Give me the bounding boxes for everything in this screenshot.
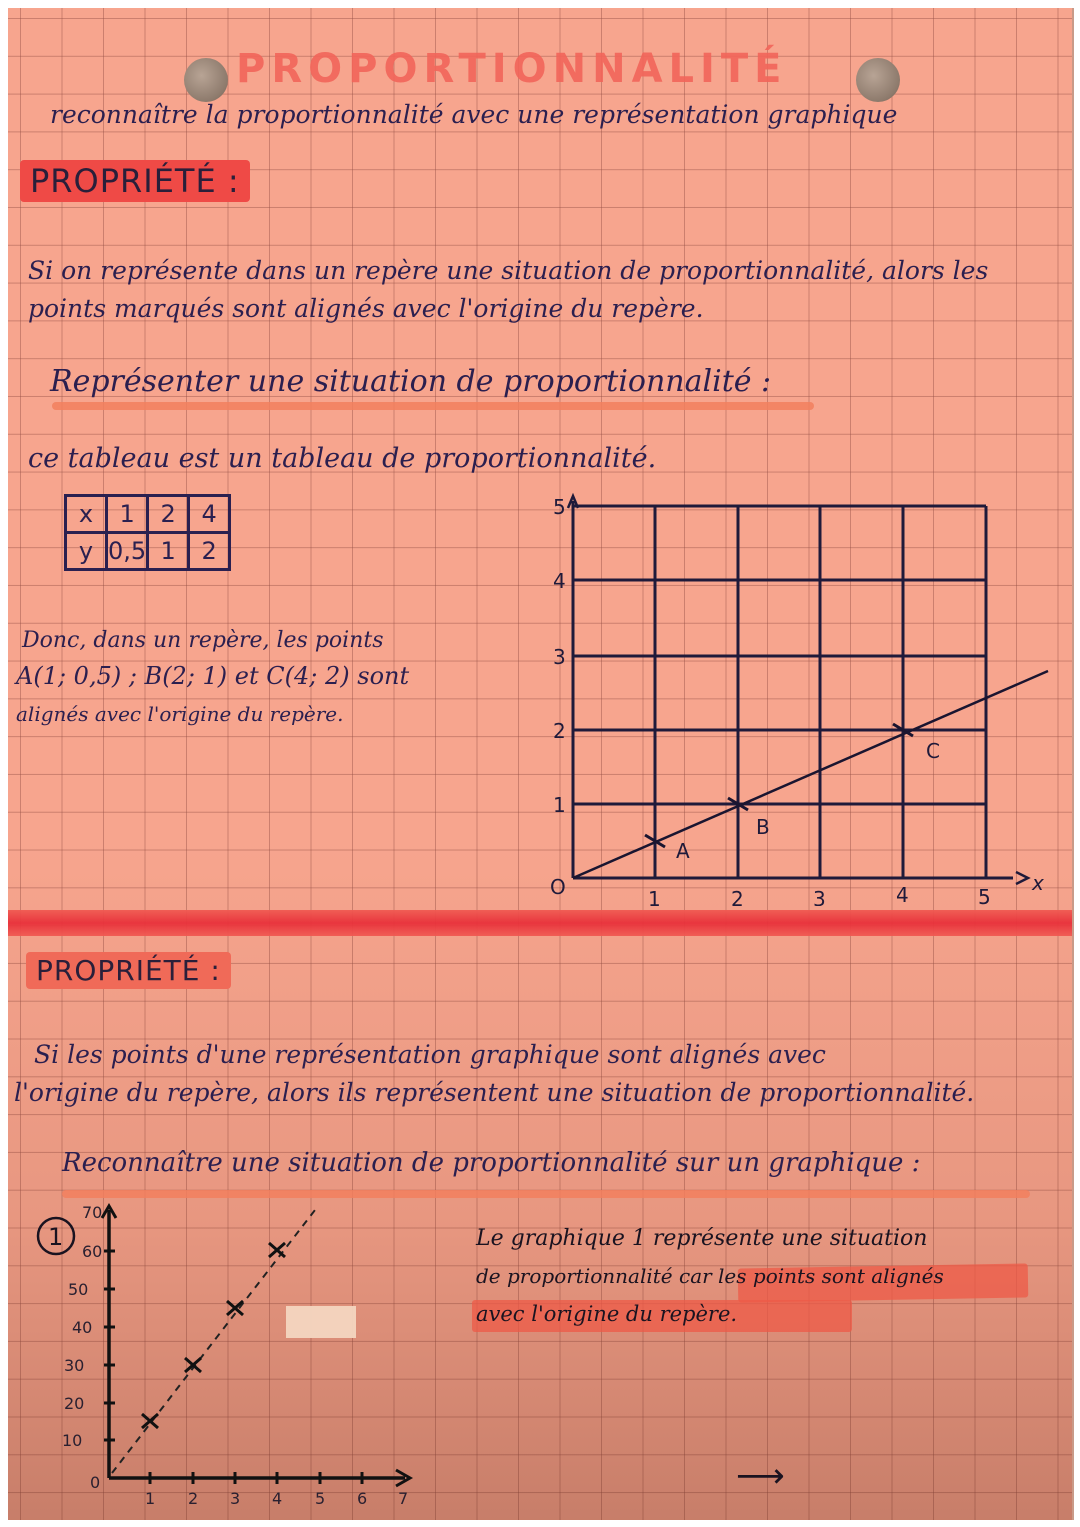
explanation-line2: de proportionnalité car les points sont alignés [476,1264,944,1288]
table-cell: x [66,496,107,533]
conclusion-line2: A(1; 0,5) ; B(2; 1) et C(4; 2) sont [16,662,410,690]
property-text-1-line2: points marqués sont alignés avec l'origine du repère. [28,294,704,323]
heading-underline-1 [52,402,814,410]
table-row-y [66,533,230,570]
x-tick: 4 [272,1489,283,1508]
y-tick: 70 [82,1203,103,1222]
coordinate-graph-abc [528,486,1068,906]
y-tick: 30 [64,1356,85,1375]
table-row-x [66,496,230,533]
y-tick: 3 [553,645,566,669]
y-tick: 10 [62,1431,83,1450]
x-tick: 7 [398,1489,409,1508]
x-tick: 4 [896,883,909,906]
table-cell: y [66,533,107,570]
x-axis-label: x [1032,871,1044,895]
value-table [64,494,231,571]
heading-underline-2 [62,1190,1030,1198]
section-heading-represent: Représenter une situation de proportionnalité : [50,364,772,399]
section-divider [8,910,1072,936]
table-cell: 1 [107,496,148,533]
property-text-1-line1: Si on représente dans un repère une situation de proportionnalité, alors les [28,256,989,285]
y-tick: 40 [72,1318,93,1337]
point-label-c: C [926,739,940,763]
binder-hole-left [184,58,228,102]
table-cell: 1 [148,533,189,570]
x-tick: 1 [648,887,661,906]
next-page-arrow-icon: ⟶ [736,1456,785,1496]
explanation-line1: Le graphique 1 représente une situation [476,1226,928,1251]
x-tick: 2 [188,1489,199,1508]
page-subtitle: reconnaître la proportionnalité avec une représentation graphique [50,100,898,129]
scatter-graph-1 [30,1198,430,1508]
x-tick: 3 [813,887,826,906]
y-tick: 60 [82,1242,103,1261]
x-tick: 6 [357,1489,368,1508]
y-tick: 20 [64,1394,85,1413]
tape-patch [286,1306,356,1338]
page-title: PROPORTIONNALITÉ [236,46,788,92]
y-tick: 1 [553,793,566,817]
table-cell: 2 [148,496,189,533]
point-label-b: B [756,815,770,839]
y-tick: 50 [68,1280,89,1299]
binder-hole-right [856,58,900,102]
property-label-2: PROPRIÉTÉ : [26,952,231,989]
x-tick: 1 [145,1489,156,1508]
conclusion-line3: alignés avec l'origine du repère. [16,702,344,726]
y-tick: 4 [553,569,566,593]
origin-label: 0 [90,1473,101,1492]
table-cell: 4 [189,496,230,533]
explanation-line3: avec l'origine du repère. [476,1302,738,1326]
property-text-2-line2: l'origine du repère, alors ils représentent une situation de proportionnalité. [14,1078,975,1107]
graph-number: 1 [48,1223,64,1251]
property-text-2-line1: Si les points d'une représentation graphique sont alignés avec [34,1040,826,1069]
conclusion-line1: Donc, dans un repère, les points [22,628,384,653]
x-tick: 2 [731,887,744,906]
y-tick: 2 [553,719,566,743]
origin-label: O [550,875,566,899]
y-tick: 5 [553,495,566,519]
section-heading-recognize: Reconnaître une situation de proportionnalité sur un graphique : [62,1148,921,1178]
x-tick: 5 [315,1489,326,1508]
x-tick: 5 [978,885,991,906]
table-cell: 2 [189,533,230,570]
table-intro: ce tableau est un tableau de proportionnalité. [28,443,657,474]
x-tick: 3 [230,1489,241,1508]
table-cell: 0,5 [107,533,148,570]
point-label-a: A [676,839,690,863]
property-label-1: PROPRIÉTÉ : [20,160,250,202]
